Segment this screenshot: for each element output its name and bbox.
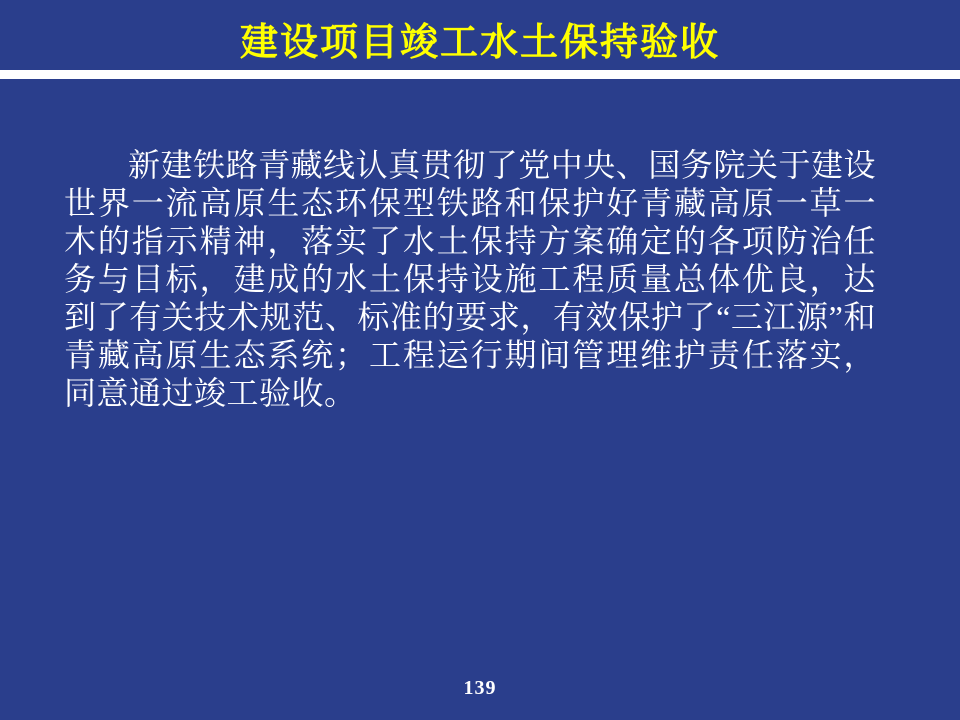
- body-paragraph: 新建铁路青藏线认真贯彻了党中央、国务院关于建设世界一流高原生态环保型铁路和保护好青藏高原一草一木的指示精神，落实了水土保持方案确定的各项防治任务与目标，建成的水土保持设施工程质量总体优良，达到了有关技术规范、标准的要求，有效保护了“三江源”和青藏高原生态系统；工程运行期间管理维护责任落实，同意通过竣工验收。: [64, 147, 876, 411]
- slide-body: [64, 146, 876, 412]
- title-separator-line: [0, 70, 960, 79]
- slide-title: 建设项目竣工水土保持验收: [239, 21, 720, 64]
- page-number: 139: [463, 677, 497, 699]
- slide-header: [0, 0, 960, 70]
